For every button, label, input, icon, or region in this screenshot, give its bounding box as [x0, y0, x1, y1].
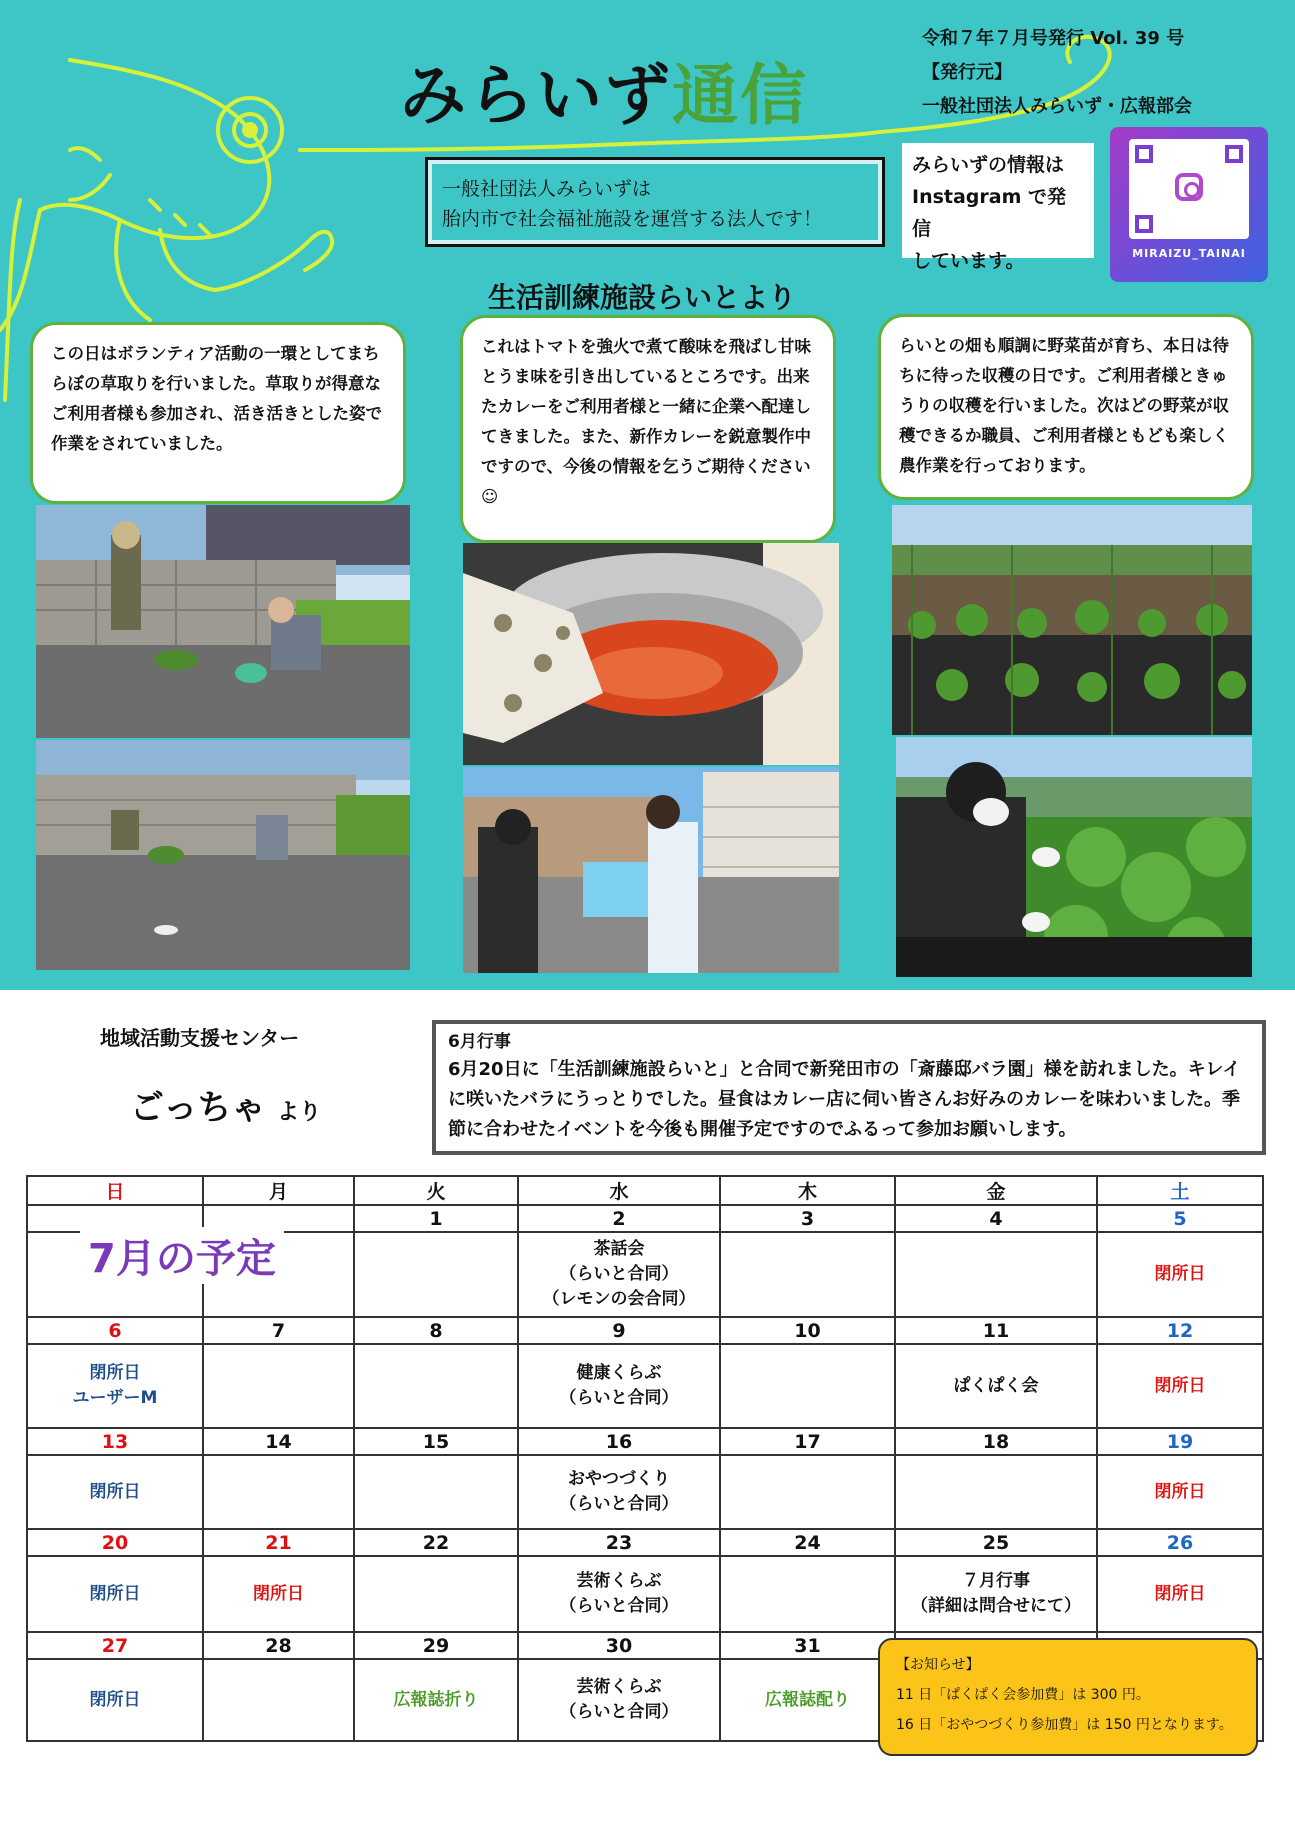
calendar-date-row	[27, 1317, 1263, 1344]
calendar-date: 19	[1097, 1428, 1263, 1455]
calendar-event-cell	[720, 1556, 895, 1632]
intro-line-2: 胎内市で社会福祉施設を運営する法人です！	[442, 208, 823, 230]
calendar-date: 15	[354, 1428, 518, 1455]
kocha-center-name: 地域活動支援センター	[100, 1026, 300, 1050]
calendar-event-cell	[518, 1556, 720, 1632]
calendar-weekday: 金	[895, 1176, 1097, 1205]
calendar-event-row	[27, 1556, 1263, 1632]
calendar-event-cell	[518, 1232, 720, 1317]
calendar-event-cell	[720, 1455, 895, 1529]
calendar-event-cell	[720, 1659, 895, 1741]
kocha-name: ごっちゃ	[130, 1088, 266, 1128]
masthead-miraizu: みらいず	[400, 57, 672, 134]
calendar-date: 3	[720, 1205, 895, 1232]
calendar-weekday: 月	[203, 1176, 354, 1205]
closed-day-label: 閉所日	[1154, 1375, 1206, 1396]
qr-corner-mark	[1135, 145, 1153, 163]
calendar-date: 4	[895, 1205, 1097, 1232]
calendar-event-cell	[203, 1344, 354, 1428]
june-event-box	[432, 1020, 1266, 1155]
kocha-suffix: より	[277, 1100, 322, 1125]
calendar-weekday: 木	[720, 1176, 895, 1205]
calendar-date: 28	[203, 1632, 354, 1659]
calendar-event-row	[27, 1344, 1263, 1428]
calendar-date: 25	[895, 1529, 1097, 1556]
publisher-name: 一般社団法人みらいず・広報部会	[922, 96, 1192, 117]
calendar-event: ぱくぱく会	[953, 1375, 1039, 1396]
calendar-date: 9	[518, 1317, 720, 1344]
intro-line-1: 一般社団法人みらいずは	[442, 178, 652, 200]
calendar-date: 1	[354, 1205, 518, 1232]
kocha-heading	[130, 1080, 321, 1129]
newsletter-task-label: 広報誌配り	[765, 1689, 850, 1710]
calendar-event-cell	[27, 1344, 203, 1428]
calendar-date: 13	[27, 1428, 203, 1455]
calendar-event-cell	[895, 1455, 1097, 1529]
calendar-event-cell	[354, 1344, 518, 1428]
calendar-event: 芸術くらぶ （らいと合同）	[559, 1571, 679, 1616]
calendar-date: 12	[1097, 1317, 1263, 1344]
calendar-event-cell	[1097, 1455, 1263, 1529]
closed-day-label: 閉所日	[253, 1583, 304, 1604]
calendar-date: 27	[27, 1632, 203, 1659]
july-plan-title: 7月の予定	[80, 1227, 284, 1284]
closed-day-label: 閉所日	[1154, 1481, 1206, 1502]
photo-weeding-2	[36, 740, 410, 970]
calendar-date: 6	[27, 1317, 203, 1344]
calendar-event: ７月行事 （詳細は問合せにて）	[911, 1571, 1081, 1616]
calendar-date: 30	[518, 1632, 720, 1659]
calendar-event: おやつづくり （らいと合同）	[559, 1469, 679, 1514]
calendar-date: 31	[720, 1632, 895, 1659]
raito-bubble-weeding: この日はボランティア活動の一環としてまちらぼの草取りを行いました。草取りが得意なご利用者様も参加され、活き活きとした姿で作業をされていました。	[30, 322, 406, 504]
instagram-line-1: みらいずの情報は	[912, 154, 1065, 176]
calendar-weekday: 土	[1097, 1176, 1263, 1205]
notice-box	[878, 1638, 1258, 1756]
calendar-date: 8	[354, 1317, 518, 1344]
calendar-event-cell	[27, 1556, 203, 1632]
calendar-date: 16	[518, 1428, 720, 1455]
calendar-event-cell	[354, 1455, 518, 1529]
calendar-weekday: 日	[27, 1176, 203, 1205]
notice-line-2: 16 日「おやつづくり参加費」は 150 円となります。	[896, 1717, 1233, 1733]
calendar-weekday: 水	[518, 1176, 720, 1205]
calendar-date: 24	[720, 1529, 895, 1556]
calendar-event-cell	[518, 1344, 720, 1428]
closed-day-label: 閉所日	[1154, 1583, 1206, 1604]
calendar-event: 茶話会 （らいと合同） （レモンの会合同）	[542, 1239, 696, 1309]
calendar-event-cell	[895, 1232, 1097, 1317]
issue-line: 令和７年７月号発行 Vol. 39 号	[922, 28, 1185, 49]
photo-weeding-1	[36, 505, 410, 738]
photo-tomato-pot	[463, 543, 839, 765]
instagram-qr-icon	[1175, 173, 1203, 201]
qr-pattern	[1129, 139, 1249, 239]
june-event-title: 6月行事	[448, 1032, 511, 1052]
closed-day-label: 閉所日	[1154, 1264, 1206, 1284]
calendar-date: 26	[1097, 1529, 1263, 1556]
calendar-event: 健康くらぶ （らいと合同）	[559, 1363, 679, 1408]
calendar-event-cell	[203, 1556, 354, 1632]
calendar-date: 29	[354, 1632, 518, 1659]
calendar-event-cell	[895, 1344, 1097, 1428]
closed-day-label: 閉所日	[89, 1481, 141, 1502]
instagram-line-3: しています。	[912, 250, 1025, 272]
calendar-event-cell	[203, 1455, 354, 1529]
calendar-date: 17	[720, 1428, 895, 1455]
intro-box	[425, 157, 885, 247]
instagram-line-2: Instagram で発信	[912, 186, 1067, 240]
calendar-event-cell	[27, 1455, 203, 1529]
calendar-event-cell	[518, 1659, 720, 1741]
calendar-date-row	[27, 1428, 1263, 1455]
calendar-event-cell	[1097, 1344, 1263, 1428]
masthead-tsushin: 通信	[672, 57, 808, 134]
issue-info	[922, 22, 1192, 124]
calendar-date: 14	[203, 1428, 354, 1455]
calendar-date: 18	[895, 1428, 1097, 1455]
june-event-text: 6月20日に「生活訓練施設らいと」と合同で新発田市の「斎藤邸バラ園」様を訪れました。キレイに咲いたバラにうっとりでした。昼食はカレー店に伺い皆さんお好みのカレーを味わいました。季節に合わせたイベントを今後も開催予定ですのでふるって参加お願いします。	[448, 1059, 1241, 1140]
closed-day-label: 閉所日	[89, 1583, 141, 1604]
newsletter-task-label: 広報誌折り	[393, 1689, 479, 1710]
calendar-date: 21	[203, 1529, 354, 1556]
calendar-event-cell	[1097, 1556, 1263, 1632]
calendar-event-cell	[1097, 1232, 1263, 1317]
calendar-event-cell	[354, 1659, 518, 1741]
calendar-event-cell	[518, 1455, 720, 1529]
notice-title: 【お知らせ】	[896, 1657, 980, 1673]
instagram-handle: MIRAIZU_TAINAI	[1132, 247, 1246, 260]
notice-line-1: 11 日「ぱくぱく会参加費」は 300 円。	[896, 1687, 1150, 1703]
calendar-date: 10	[720, 1317, 895, 1344]
qr-corner-mark	[1225, 145, 1243, 163]
photo-cucumber-harvest	[896, 737, 1252, 977]
calendar-event-cell	[203, 1659, 354, 1741]
calendar-date: 11	[895, 1317, 1097, 1344]
calendar-date: 23	[518, 1529, 720, 1556]
calendar-event-row	[27, 1455, 1263, 1529]
calendar-event-cell	[720, 1344, 895, 1428]
calendar-date: 20	[27, 1529, 203, 1556]
qr-corner-mark	[1135, 215, 1153, 233]
closed-day-label: 閉所日	[89, 1689, 141, 1710]
calendar-event-cell	[27, 1659, 203, 1741]
photo-curry-delivery	[463, 767, 839, 973]
calendar-date: 22	[354, 1529, 518, 1556]
raito-section-title: 生活訓練施設らいとより	[488, 281, 797, 314]
calendar-weekday-row	[27, 1176, 1263, 1205]
calendar-date: 2	[518, 1205, 720, 1232]
instagram-qr-code[interactable]	[1110, 127, 1268, 282]
publisher-label: 【発行元】	[922, 62, 1012, 83]
calendar-event-cell	[895, 1556, 1097, 1632]
calendar-date-row	[27, 1529, 1263, 1556]
calendar-event-cell	[354, 1232, 518, 1317]
calendar-date: 5	[1097, 1205, 1263, 1232]
calendar-date: 7	[203, 1317, 354, 1344]
instagram-info	[902, 143, 1094, 272]
photo-vegetable-field	[892, 505, 1252, 735]
closed-day-label: 閉所日 ユーザーM	[72, 1363, 158, 1408]
calendar-event: 芸術くらぶ （らいと合同）	[559, 1677, 679, 1722]
calendar-weekday: 火	[354, 1176, 518, 1205]
raito-bubble-harvest: らいとの畑も順調に野菜苗が育ち、本日は待ちに待った収穫の日です。ご利用者様ときゅうりの収穫を行いました。次はどの野菜が収穫できるか職員、ご利用者様ともども楽しく農作業を行っております。	[878, 314, 1254, 500]
raito-bubble-curry: これはトマトを強火で煮て酸味を飛ばし甘味とうま味を引き出しているところです。出来たカレーをご利用者様と一緒に企業へ配達してきました。また、新作カレーを鋭意製作中ですので、今後の情報を乞うご期待ください☺	[460, 315, 836, 543]
calendar-event-cell	[354, 1556, 518, 1632]
newsletter-masthead	[400, 42, 808, 137]
calendar-event-cell	[720, 1232, 895, 1317]
